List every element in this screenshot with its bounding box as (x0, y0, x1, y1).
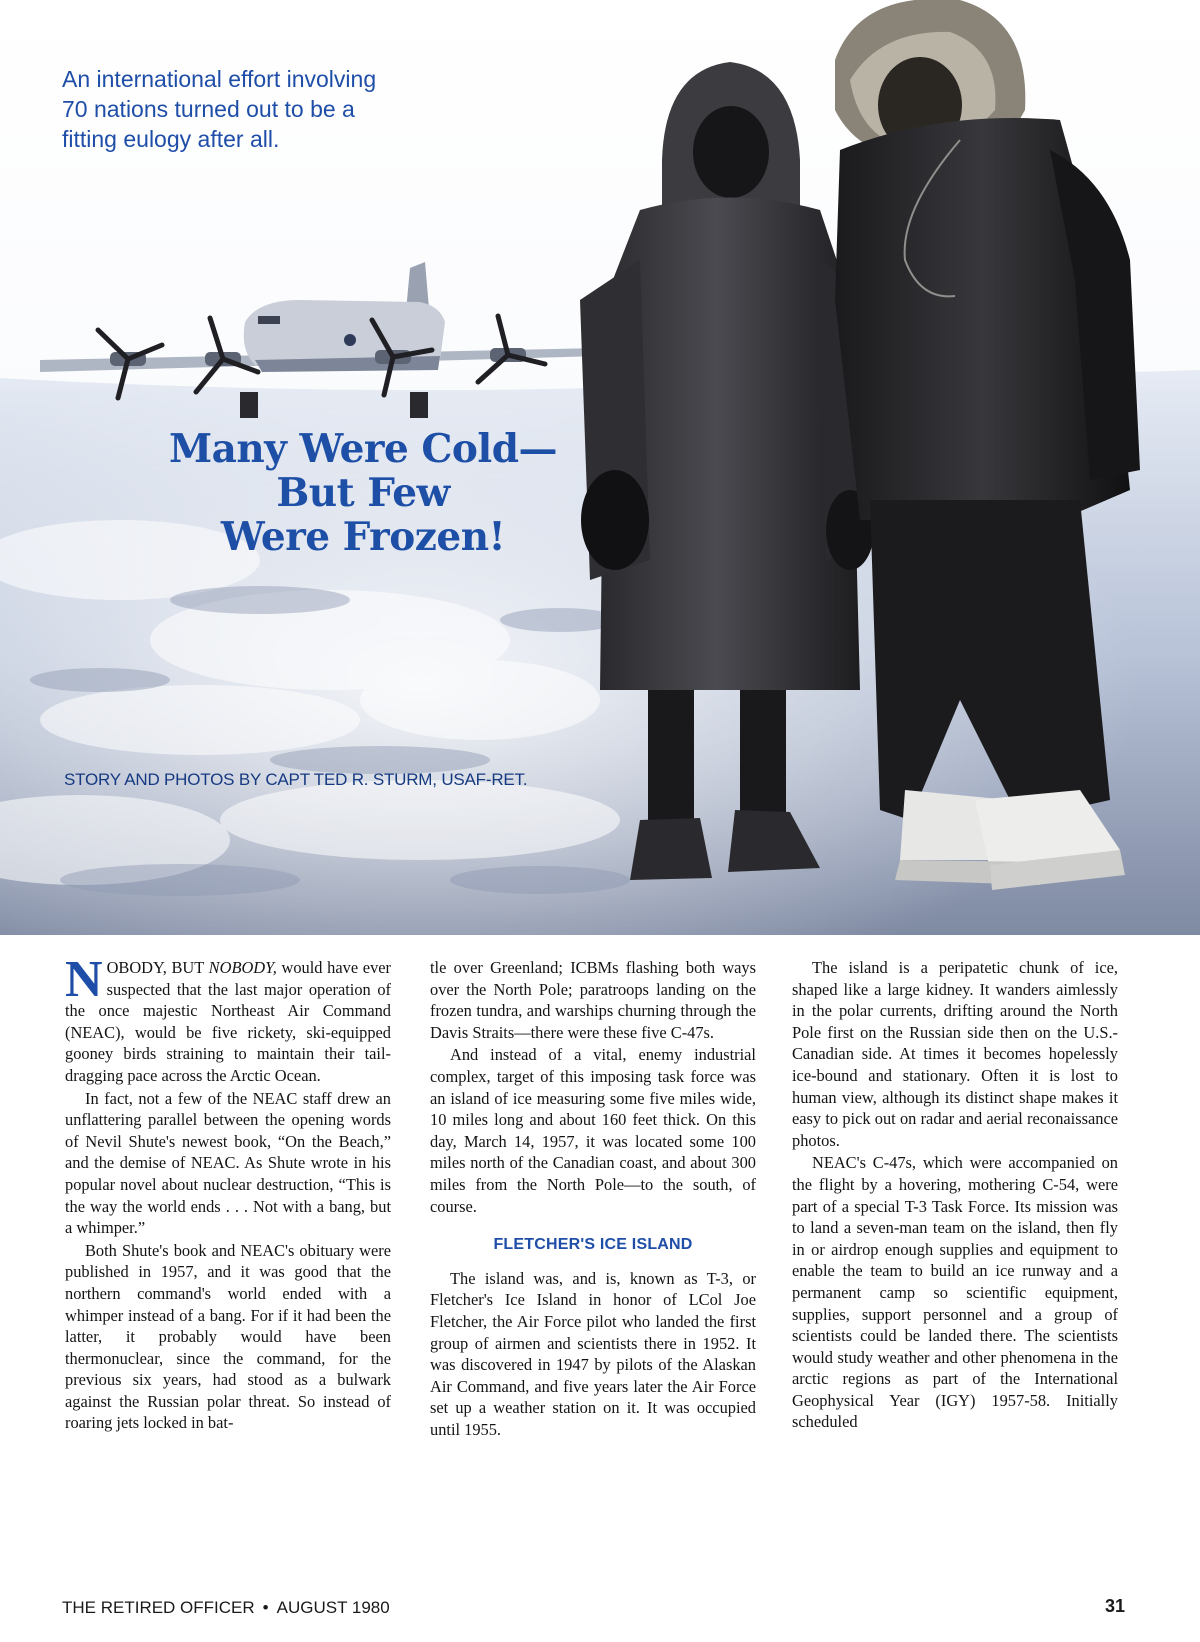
kicker-line: An international effort involving (62, 66, 377, 92)
article-headline (118, 427, 608, 559)
article-column-2 (430, 957, 756, 1441)
article-paragraph: tle over Greenland; ICBMs flashing both ways over the North Pole; paratroops landing on the frozen tundra, and warships churning through the Davis Straits—there were these five C-47s. (430, 958, 756, 1042)
article-paragraph: And instead of a vital, enemy industrial complex, target of this imposing task force was an island of ice measuring some five miles wide, 10 miles long and about 160 feet thick. On this day, March 14, 1957, it was located some 100 miles north of the Canadian coast, and about 300 miles from the North Pole—to the south, of course. (430, 1045, 756, 1216)
drop-cap: N (65, 951, 103, 1008)
article-paragraph: The island is a peripatetic chunk of ice, shaped like a large kidney. It wanders aimlessly in the polar currents, drifting around the North Pole first on the Russian side then on the U.S.-Canadian side. At times it becomes hopelessly ice-bound and stationary. Often it is lost to human view, although its distinct shape makes it easy to pick out on radar and aerial reconaissance photos. (792, 958, 1118, 1150)
headline-line: Many Were Cold— (168, 426, 558, 472)
lead-emphasis: NOBODY, (208, 958, 277, 977)
article-paragraph: Both Shute's book and NEAC's obituary were published in 1957, and it was good that the northern command's world ended with a whimper instead of a bang. For if it had been the latter, it probably would have been thermonuclear, since the command, for the previous six years, had stood as a bulwark against the Russian polar threat. So instead of roaring jets locked in bat- (65, 1240, 391, 1433)
lead-text: OBODY, BUT (106, 958, 209, 977)
section-subhead: FLETCHER'S ICE ISLAND (493, 1236, 693, 1254)
headline-line: But Few (276, 470, 450, 516)
article-paragraph: NEAC's C-47s, which were accompanied on the flight by a hovering, mothering C-54, were part of a special T-3 Task Force. Its mission was to land a seven-man team on the island, then fly in or airdrop enough supplies and equipment to enable the team to build an ice runway and a permanent camp so scientific equipment, supplies, support personnel and a group of scientists could be landed there. The scientists would study weather and other phenomena in the arctic regions as part of the International Geophysical Year (IGY) 1957-58. Initially scheduled (792, 1153, 1118, 1432)
article-paragraph: In fact, not a few of the NEAC staff drew an unflattering parallel between the opening words of Nevil Shute's newest book, “On the Beach,” and the demise of NEAC. As Shute wrote in his popular novel about nuclear destruction, “This is the way the world ends . . . Not with a bang, but a whimper.” (65, 1088, 391, 1238)
kicker-text (62, 64, 492, 154)
headline-line: Were Frozen! (220, 514, 506, 560)
kicker-line: fitting eulogy after all. (62, 126, 280, 152)
footer-separator: • (262, 1598, 269, 1617)
byline: STORY AND PHOTOS BY CAPT TED R. STURM, USAF-RET. (64, 770, 528, 789)
lead-text-rest: would have ever suspected that the last major operation of the once majestic Northeast Air Command (NEAC), would be five rickety, ski-equipped gooney birds straining to maintain their tail-dragging pace across the Arctic Ocean. (65, 958, 391, 1085)
article-paragraph: The island was, and is, known as T-3, or Fletcher's Ice Island in honor of LCol Joe Fletcher, the Air Force pilot who landed the first group of airmen and scientists there in 1952. It was discovered in 1947 by pilots of the Alaskan Air Command, and five years later the Air Force set up a weather station on it. It was occupied until 1955. (430, 1268, 756, 1439)
page-footer (62, 1598, 390, 1618)
article-column-3 (792, 957, 1118, 1434)
article-column-1 (65, 951, 391, 1435)
publication-name: THE RETIRED OFFICER (62, 1598, 255, 1617)
page-number: 31 (1105, 1596, 1126, 1616)
kicker-line: 70 nations turned out to be a (62, 96, 355, 122)
article-paragraph (65, 951, 391, 1087)
publication-date: AUGUST 1980 (276, 1598, 390, 1617)
